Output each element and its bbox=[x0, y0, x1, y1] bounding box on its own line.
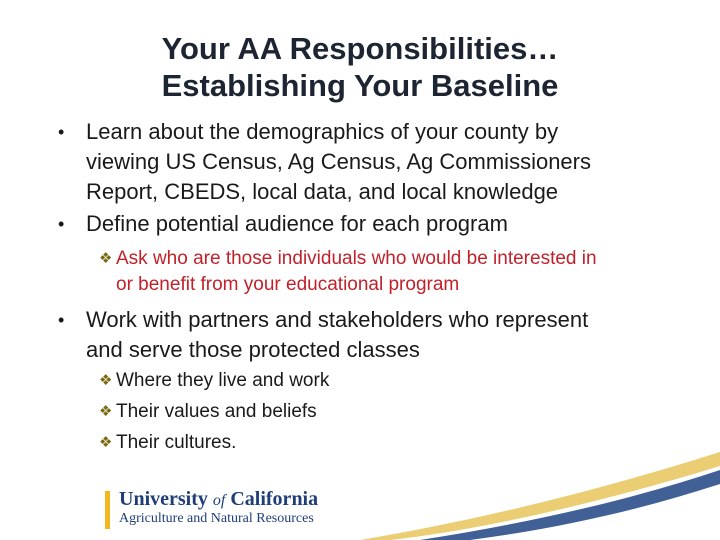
diamond-bullet-icon: ❖ bbox=[99, 403, 113, 420]
logo-university-name bbox=[119, 488, 318, 511]
bullet-line: Define potential audience for each program bbox=[86, 211, 508, 236]
sub-bullet-text: Where they live and work bbox=[116, 370, 330, 391]
sub-bullet-line: Ask who are those individuals who would be interested in bbox=[116, 248, 597, 269]
bullet-line: and serve those protected classes bbox=[86, 337, 420, 362]
bullet-dot-icon: • bbox=[58, 310, 65, 330]
diamond-bullet-icon: ❖ bbox=[99, 372, 113, 389]
logo-text-california: California bbox=[225, 488, 319, 510]
sub-bullet-text bbox=[116, 246, 597, 298]
sub-bullet-text: Their values and beliefs bbox=[116, 401, 317, 422]
logo-gold-bar bbox=[105, 491, 110, 529]
uc-anr-logo bbox=[105, 488, 365, 530]
bullet-line: viewing US Census, Ag Census, Ag Commissioners bbox=[86, 149, 591, 174]
logo-text-university: University bbox=[119, 488, 213, 510]
diamond-bullet-icon: ❖ bbox=[99, 250, 113, 267]
title-line-1: Your AA Responsibilities… bbox=[161, 31, 559, 66]
slide-title bbox=[0, 30, 720, 104]
diamond-bullet-icon: ❖ bbox=[99, 434, 113, 451]
bullet-line: Report, CBEDS, local data, and local knowledge bbox=[86, 179, 559, 204]
bullet-text bbox=[86, 305, 588, 365]
bullet-line: Learn about the demographics of your county by bbox=[86, 119, 559, 144]
bullet-text bbox=[86, 209, 508, 239]
sub-bullet-line: or benefit from your educational program bbox=[116, 274, 460, 295]
title-line-2: Establishing Your Baseline bbox=[161, 68, 559, 103]
logo-text-of: of bbox=[212, 492, 226, 509]
bullet-text bbox=[86, 117, 591, 207]
logo-division-name: Agriculture and Natural Resources bbox=[119, 511, 314, 526]
bullet-dot-icon: • bbox=[58, 122, 65, 142]
bullet-line: Work with partners and stakeholders who represent bbox=[86, 307, 589, 332]
bullet-dot-icon: • bbox=[58, 214, 65, 234]
sub-bullet-text: Their cultures. bbox=[116, 432, 237, 453]
